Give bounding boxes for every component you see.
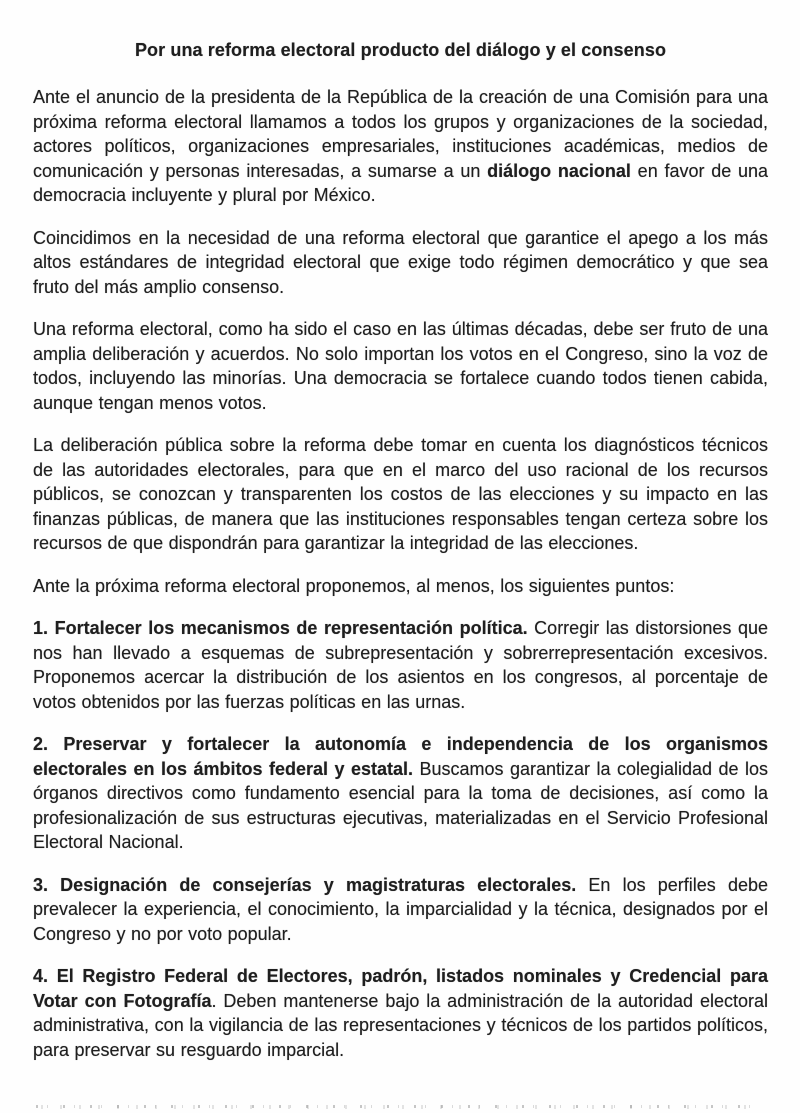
point-1-representacion [33,616,768,714]
paragraph-deliberacion-publica [33,433,768,556]
text-segment-bold: 2. Preservar y fortalecer la autonomía e independencia de los organismos electorales en los ámbitos federal y estatal. [33,734,768,779]
text-segment: . Deben mantenerse bajo la administración de la autoridad electoral administrativa, con la vigilancia de las representaciones y técnicos de los partidos políticos, para preservar su resguardo imparcial. [33,990,768,1060]
text-segment: En los perfiles debe prevalecer la experiencia, el conocimiento, la imparcialidad y la técnica, designados por el Congreso y no por voto popular. [33,874,768,944]
point-3-designacion [33,873,768,947]
text-segment: Corregir las distorsiones que nos han llevado a esquemas de subrepresentación y sobrerrepresentación excesivos. Proponemos acercar la distribución de los asientos en los congresos, al porcentaje de votos obtenidos por las fuerzas políticas en las urnas. [33,618,768,712]
text-segment-bold: 1. Fortalecer los mecanismos de representación política. [33,618,528,638]
paragraph-reforma-decadas [33,317,768,415]
paragraph-coincidimos [33,226,768,300]
text-segment: en favor de una democracia incluyente y plural por México. [33,160,768,205]
text-segment: La deliberación pública sobre la reforma debe tomar en cuenta los diagnósticos técnicos de las autoridades electorales, para que en el marco del uso racional de los recursos públicos, se conozcan y transparenten los costos de las elecciones y su impacto en las finanzas públicas, de manera que las instituciones responsables tengan certeza sobre los recursos de que dispondrán para garantizar la integridad de las elecciones. [33,435,768,553]
text-segment-bold: 3. Designación de consejerías y magistraturas electorales. [33,874,577,895]
document-body [33,85,768,1062]
text-segment: Una reforma electoral, como ha sido el caso en las últimas décadas, debe ser fruto de una amplia deliberación y acuerdos. No solo importan los votos en el Congreso, sino la voz de todos, incluyendo las minorías. Una democracia se fortalece cuando todos tienen cabida, aunque tengan menos votos. [33,319,768,413]
text-segment: Buscamos garantizar la colegialidad de los órganos directivos como fundamento esencial para la toma de decisiones, así como la profesionalización de sus estructuras ejecutivas, materializadas en el Servicio Profesional Electoral Nacional. [33,758,768,852]
document-title: Por una reforma electoral producto del diálogo y el consenso [134,40,667,60]
text-segment-bold: diálogo nacional [487,160,631,181]
cutoff-text-line [36,1105,760,1111]
paragraph-proponemos [33,574,768,599]
point-2-autonomia [33,732,768,855]
point-4-registro-federal [33,964,768,1062]
paragraph-intro [33,85,768,208]
text-segment: Ante el anuncio de la presidenta de la República de la creación de una Comisión para una próxima reforma electoral llamamos a todos los grupos y organizaciones de la sociedad, actores políticos, organizaciones empresariales, instituciones académicas, medios de comunicación y personas interesadas, a sumarse a un [33,87,768,181]
text-segment: Coincidimos en la necesidad de una reforma electoral que garantice el apego a los más altos estándares de integridad electoral que exige todo régimen democrático y que sea fruto del más amplio consenso. [33,227,768,297]
text-segment-bold: 4. El Registro Federal de Electores, padrón, listados nominales y Credencial para Votar con Fotografía [33,966,768,1011]
text-segment: Ante la próxima reforma electoral proponemos, al menos, los siguientes puntos: [33,575,675,596]
